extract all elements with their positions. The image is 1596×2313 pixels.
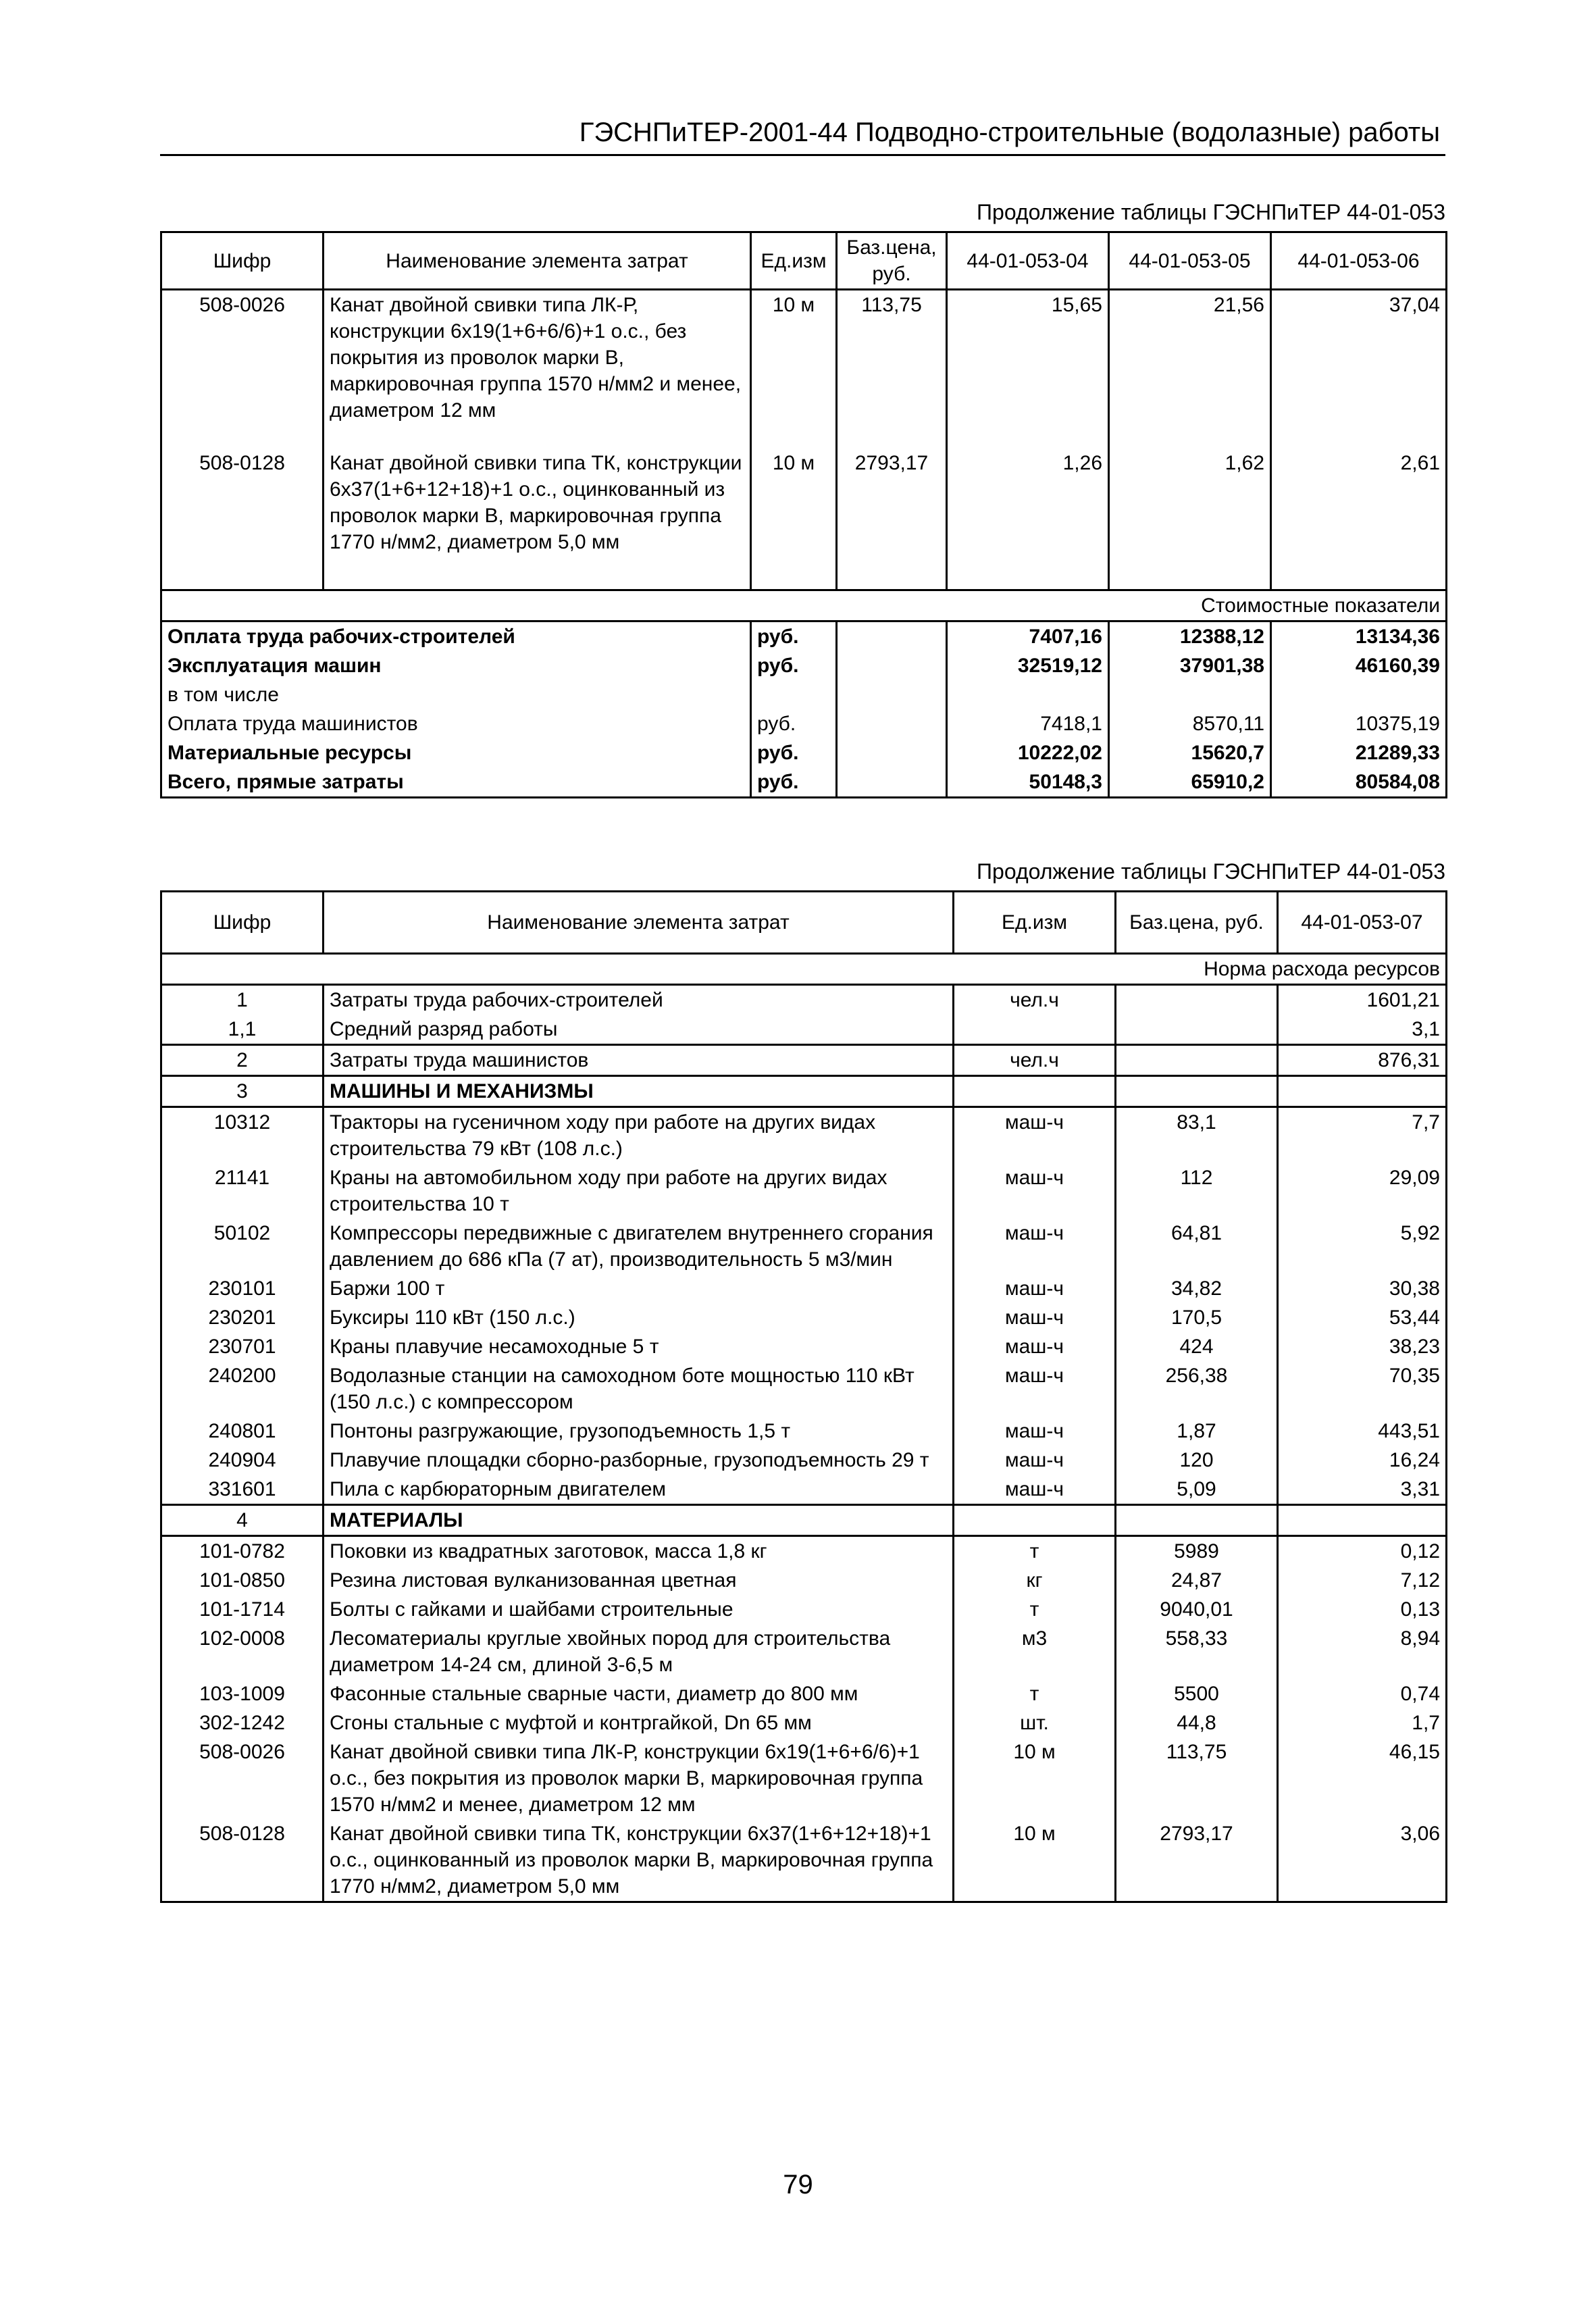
cell-code: 508-0026: [161, 1737, 324, 1819]
cell-name: Канат двойной свивки типа ТК, конструкции 6х37(1+6+12+18)+1 о.с., оцинкованный из проволок марки В, маркировочная группа 1770 н/мм2, диаметром 5,0 мм: [324, 1819, 954, 1902]
cell-code: 230201: [161, 1303, 324, 1332]
table-row: [161, 1708, 1447, 1737]
cell-price: 170,5: [1116, 1303, 1278, 1332]
cell-val: 443,51: [1278, 1417, 1447, 1446]
cell-price: 5500: [1116, 1679, 1278, 1708]
col-header: Наименование элемента затрат: [324, 232, 751, 290]
cell-price: [1116, 1045, 1278, 1076]
cell-unit: кг: [954, 1566, 1116, 1595]
cell-name: Плавучие площадки сборно-разборные, грузоподъемность 29 т: [324, 1446, 954, 1475]
cost-row: Оплата труда машинистов руб. 7418,1 8570,11 10375,19: [161, 709, 1447, 738]
cell-price: 424: [1116, 1332, 1278, 1361]
cell-unit: м3: [954, 1624, 1116, 1679]
cell-code: 240904: [161, 1446, 324, 1475]
running-header-text: ГЭСНПиТЕР-2001-44 Подводно-строительные (водолазные) работы: [579, 118, 1440, 147]
cell-val: 5,92: [1278, 1219, 1447, 1274]
cell-unit: маш-ч: [954, 1332, 1116, 1361]
cell-price: 5989: [1116, 1536, 1278, 1567]
cell-price: 83,1: [1116, 1107, 1278, 1164]
col-header: 44-01-053-05: [1109, 232, 1271, 290]
cell-val: 29,09: [1278, 1163, 1447, 1219]
cell-val: 1601,21: [1278, 985, 1447, 1015]
table-row: [161, 1361, 1447, 1417]
table-row: [161, 1417, 1447, 1446]
cell-name: Краны плавучие несамоходные 5 т: [324, 1332, 954, 1361]
cell-unit: т: [954, 1595, 1116, 1624]
table1-caption: Продолжение таблицы ГЭСНПиТЕР 44-01-053: [977, 200, 1445, 224]
cell-unit: чел.ч: [954, 985, 1116, 1015]
cell-val: 7,7: [1278, 1107, 1447, 1164]
table-row: [161, 1566, 1447, 1595]
table-row: [161, 1624, 1447, 1679]
cell-price: 5,09: [1116, 1475, 1278, 1505]
running-header: [160, 115, 1445, 156]
cell-code: 21141: [161, 1163, 324, 1219]
cell-name: Болты с гайками и шайбами строительные: [324, 1595, 954, 1624]
cell-name: Тракторы на гусеничном ходу при работе на других видах строительства 79 кВт (108 л.с.): [324, 1107, 954, 1164]
cell-code: 50102: [161, 1219, 324, 1274]
table-row: [161, 1679, 1447, 1708]
cell-price: [1116, 1015, 1278, 1045]
col-header: Баз.цена, руб.: [837, 232, 947, 290]
table-row: 508-0128 Канат двойной свивки типа ТК, конструкции 6х37(1+6+12+18)+1 о.с., оцинкованный из проволок марки В, маркировочная группа 1770 н/мм2, диаметром 5,0 мм 10 м 2793,17 1,26 1,62 2,61: [161, 449, 1447, 590]
cell-val: 53,44: [1278, 1303, 1447, 1332]
cell-price: 34,82: [1116, 1274, 1278, 1303]
table-row: [161, 1332, 1447, 1361]
section-row: [161, 1076, 1447, 1107]
table1: [160, 231, 1447, 798]
cell-val: 8,94: [1278, 1624, 1447, 1679]
cell-price: 113,75: [1116, 1737, 1278, 1819]
cell-code: 101-0850: [161, 1566, 324, 1595]
cell-code: 10312: [161, 1107, 324, 1164]
cell-val: 3,31: [1278, 1475, 1447, 1505]
cell-price: [1116, 985, 1278, 1015]
cell-code: 1,1: [161, 1015, 324, 1045]
cell-name: Баржи 100 т: [324, 1274, 954, 1303]
table2: [160, 890, 1447, 1903]
page-number: 79: [783, 2170, 813, 2200]
table-row: [161, 1475, 1447, 1505]
cell-val: [1278, 1076, 1447, 1107]
col-header: Шифр: [161, 232, 324, 290]
cell-price: 2793,17: [1116, 1819, 1278, 1902]
cell-unit: маш-ч: [954, 1417, 1116, 1446]
cell-name: Поковки из квадратных заготовок, масса 1,8 кг: [324, 1536, 954, 1567]
table2-caption: Продолжение таблицы ГЭСНПиТЕР 44-01-053: [977, 859, 1445, 884]
cell-unit: [954, 1015, 1116, 1045]
cell-price: 24,87: [1116, 1566, 1278, 1595]
cell-code: 331601: [161, 1475, 324, 1505]
col-header: Баз.цена, руб.: [1116, 892, 1278, 954]
table-row: [161, 1045, 1447, 1076]
cell-name: Водолазные станции на самоходном боте мощностью 110 кВт (150 л.с.) с компрессором: [324, 1361, 954, 1417]
table-row: [161, 1303, 1447, 1332]
cell-val: 7,12: [1278, 1566, 1447, 1595]
table2-header-row: [161, 892, 1447, 954]
cell-name: Понтоны разгружающие, грузоподъемность 1,5 т: [324, 1417, 954, 1446]
cell-price: 112: [1116, 1163, 1278, 1219]
cell-unit: 10 м: [954, 1737, 1116, 1819]
cell-unit: маш-ч: [954, 1107, 1116, 1164]
col-header: 44-01-053-04: [947, 232, 1109, 290]
cell-val: 30,38: [1278, 1274, 1447, 1303]
cell-code: 3: [161, 1076, 324, 1107]
col-header: Шифр: [161, 892, 324, 954]
cell-price: 44,8: [1116, 1708, 1278, 1737]
cell-val: 0,12: [1278, 1536, 1447, 1567]
cell-price: 120: [1116, 1446, 1278, 1475]
cell-code: 102-0008: [161, 1624, 324, 1679]
norm-label-row: Норма расхода ресурсов: [161, 954, 1447, 985]
cell-code: 240200: [161, 1361, 324, 1417]
cell-name: Фасонные стальные сварные части, диаметр до 800 мм: [324, 1679, 954, 1708]
cell-unit: маш-ч: [954, 1303, 1116, 1332]
table-row: [161, 1163, 1447, 1219]
cell-unit: шт.: [954, 1708, 1116, 1737]
table-row: [161, 1274, 1447, 1303]
cell-price: [1116, 1505, 1278, 1536]
section-label-row: Стоимостные показатели: [161, 590, 1447, 621]
cell-val: 1,7: [1278, 1708, 1447, 1737]
cell-unit: 10 м: [954, 1819, 1116, 1902]
cost-row: Оплата труда рабочих-строителей руб. 7407,16 12388,12 13134,36: [161, 621, 1447, 652]
cell-val: 46,15: [1278, 1737, 1447, 1819]
cost-row: в том числе: [161, 680, 1447, 709]
cost-row: Эксплуатация машин руб. 32519,12 37901,38 46160,39: [161, 651, 1447, 680]
cell-unit: [954, 1076, 1116, 1107]
cell-code: 230101: [161, 1274, 324, 1303]
cell-code: 230701: [161, 1332, 324, 1361]
cell-name: Затраты труда машинистов: [324, 1045, 954, 1076]
cell-unit: маш-ч: [954, 1446, 1116, 1475]
cell-val: 3,1: [1278, 1015, 1447, 1045]
cell-unit: маш-ч: [954, 1361, 1116, 1417]
cell-code: 101-1714: [161, 1595, 324, 1624]
cell-code: 508-0128: [161, 1819, 324, 1902]
cell-unit: [954, 1505, 1116, 1536]
cell-unit: маш-ч: [954, 1274, 1116, 1303]
col-header: Ед.изм: [751, 232, 837, 290]
cell-price: [1116, 1076, 1278, 1107]
col-header: 44-01-053-07: [1278, 892, 1447, 954]
cell-price: 256,38: [1116, 1361, 1278, 1417]
cost-row: Всего, прямые затраты руб. 50148,3 65910,2 80584,08: [161, 767, 1447, 798]
cell-name: Лесоматериалы круглые хвойных пород для строительства диаметром 14-24 см, длиной 3-6,5 м: [324, 1624, 954, 1679]
cell-name: Компрессоры передвижные с двигателем внутреннего сгорания давлением до 686 кПа (7 ат), производительность 5 м3/мин: [324, 1219, 954, 1274]
table-row: [161, 1107, 1447, 1164]
cell-val: 3,06: [1278, 1819, 1447, 1902]
cell-val: 70,35: [1278, 1361, 1447, 1417]
cell-val: 38,23: [1278, 1332, 1447, 1361]
cell-name: Резина листовая вулканизованная цветная: [324, 1566, 954, 1595]
cell-val: 0,13: [1278, 1595, 1447, 1624]
table-row: 508-0026 Канат двойной свивки типа ЛК-Р, конструкции 6х19(1+6+6/6)+1 о.с., без покрытия из проволок марки В, маркировочная группа 1570 н/мм2 и менее, диаметром 12 мм 10 м 113,75 15,65 21,56 37,04: [161, 290, 1447, 449]
cell-code: 1: [161, 985, 324, 1015]
cell-name: Буксиры 110 кВт (150 л.с.): [324, 1303, 954, 1332]
cell-code: 302-1242: [161, 1708, 324, 1737]
cell-name: МАТЕРИАЛЫ: [324, 1505, 954, 1536]
cell-name: МАШИНЫ И МЕХАНИЗМЫ: [324, 1076, 954, 1107]
cell-unit: т: [954, 1536, 1116, 1567]
cell-price: 558,33: [1116, 1624, 1278, 1679]
cell-unit: маш-ч: [954, 1219, 1116, 1274]
cost-row: Материальные ресурсы руб. 10222,02 15620,7 21289,33: [161, 738, 1447, 767]
cell-name: Затраты труда рабочих-строителей: [324, 985, 954, 1015]
section-row: [161, 1505, 1447, 1536]
cell-name: Краны на автомобильном ходу при работе на других видах строительства 10 т: [324, 1163, 954, 1219]
table-row: [161, 1446, 1447, 1475]
table-row: [161, 1737, 1447, 1819]
col-header: Наименование элемента затрат: [324, 892, 954, 954]
table-row: [161, 1015, 1447, 1045]
cell-unit: маш-ч: [954, 1475, 1116, 1505]
cell-code: 4: [161, 1505, 324, 1536]
table-row: [161, 1536, 1447, 1567]
cell-val: 0,74: [1278, 1679, 1447, 1708]
cell-code: 2: [161, 1045, 324, 1076]
cell-val: [1278, 1505, 1447, 1536]
col-header: 44-01-053-06: [1271, 232, 1447, 290]
table-row: [161, 1595, 1447, 1624]
cell-val: 876,31: [1278, 1045, 1447, 1076]
cell-unit: т: [954, 1679, 1116, 1708]
cell-price: 1,87: [1116, 1417, 1278, 1446]
cell-name: Пила с карбюраторным двигателем: [324, 1475, 954, 1505]
cell-price: 9040,01: [1116, 1595, 1278, 1624]
cell-unit: чел.ч: [954, 1045, 1116, 1076]
cell-name: Сгоны стальные с муфтой и контргайкой, Dn 65 мм: [324, 1708, 954, 1737]
table-row: [161, 1819, 1447, 1902]
cell-code: 101-0782: [161, 1536, 324, 1567]
cell-unit: маш-ч: [954, 1163, 1116, 1219]
col-header: Ед.изм: [954, 892, 1116, 954]
cell-name: Канат двойной свивки типа ЛК-Р, конструкции 6х19(1+6+6/6)+1 о.с., без покрытия из проволок марки В, маркировочная группа 1570 н/мм2 и менее, диаметром 12 мм: [324, 1737, 954, 1819]
cell-val: 16,24: [1278, 1446, 1447, 1475]
cell-code: 240801: [161, 1417, 324, 1446]
cell-name: Средний разряд работы: [324, 1015, 954, 1045]
cell-price: 64,81: [1116, 1219, 1278, 1274]
cell-code: 103-1009: [161, 1679, 324, 1708]
table1-header-row: [161, 232, 1447, 290]
table-row: [161, 1219, 1447, 1274]
table-row: [161, 985, 1447, 1015]
